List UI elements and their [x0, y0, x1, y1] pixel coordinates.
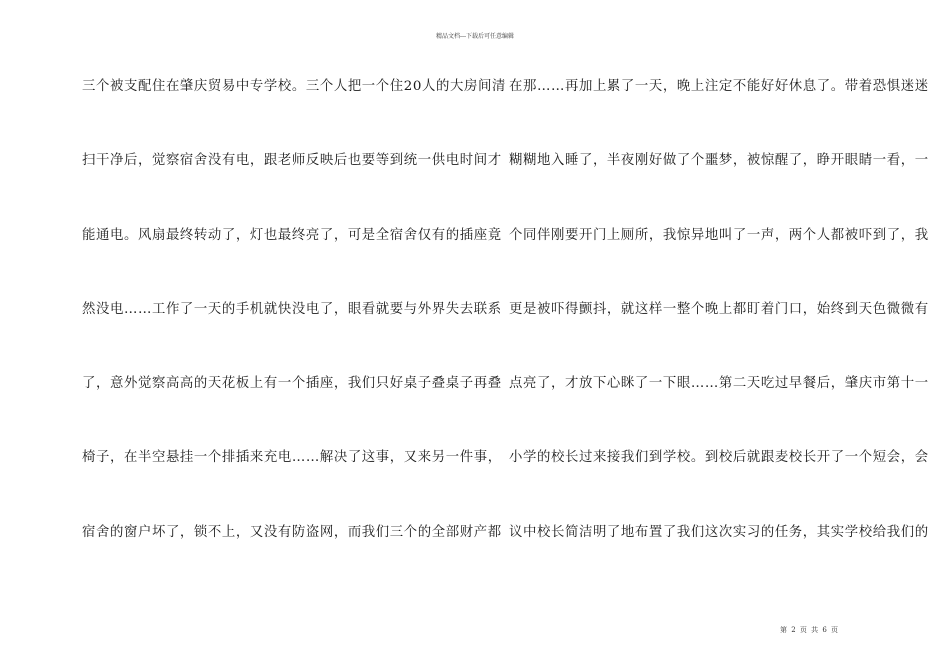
- text-line: 议中校长简洁明了地布置了我们这次实习的任务，其实学校给我们的: [509, 524, 929, 540]
- page-number: 第 2 页 共 6 页: [780, 626, 840, 634]
- text-line: 糊糊地入睡了，半夜刚好做了个噩梦，被惊醒了，睁开眼睛一看，一: [509, 153, 929, 169]
- left-text-column: [82, 77, 506, 597]
- text-line: 了，意外觉察高高的天花板上有一个插座，我们只好桌子叠桌子再叠: [82, 376, 502, 392]
- text-line: 点亮了，才放下心眯了一下眼……第二天吃过早餐后，肇庆市第十一: [509, 376, 929, 392]
- text-line: 椅子，在半空悬挂一个排插来充电……解决了这事，又来另一件事，: [82, 450, 502, 466]
- text-line: 更是被吓得颤抖，就这样一整个晚上都盯着门口，始终到天色微微有: [509, 301, 929, 317]
- right-text-column: [509, 77, 929, 597]
- page-header: 精品文档---下载后可任意编辑: [435, 33, 515, 40]
- text-line: 扫干净后，觉察宿舍没有电，跟老师反映后也要等到统一供电时间才: [82, 153, 502, 169]
- text-line: 个同伴刚要开门上厕所，我惊异地叫了一声，两个人都被吓到了，我: [509, 227, 929, 243]
- text-line: 然没电……工作了一天的手机就快没电了，眼看就要与外界失去联系: [82, 301, 502, 317]
- text-line: 小学的校长过来接我们到学校。到校后就跟麦校长开了一个短会，会: [509, 450, 929, 466]
- text-line: 能通电。风扇最终转动了，灯也最终亮了，可是全宿舍仅有的插座竟: [82, 227, 502, 243]
- text-line: 宿舍的窗户坏了，锁不上，又没有防盗网，而我们三个的全部财产都: [82, 524, 502, 540]
- text-line: 三个被支配住在肇庆贸易中专学校。三个人把一个住20人的大房间清: [82, 79, 506, 94]
- text-line: 在那……再加上累了一天，晚上注定不能好好休息了。带着恐惧迷迷: [509, 79, 929, 94]
